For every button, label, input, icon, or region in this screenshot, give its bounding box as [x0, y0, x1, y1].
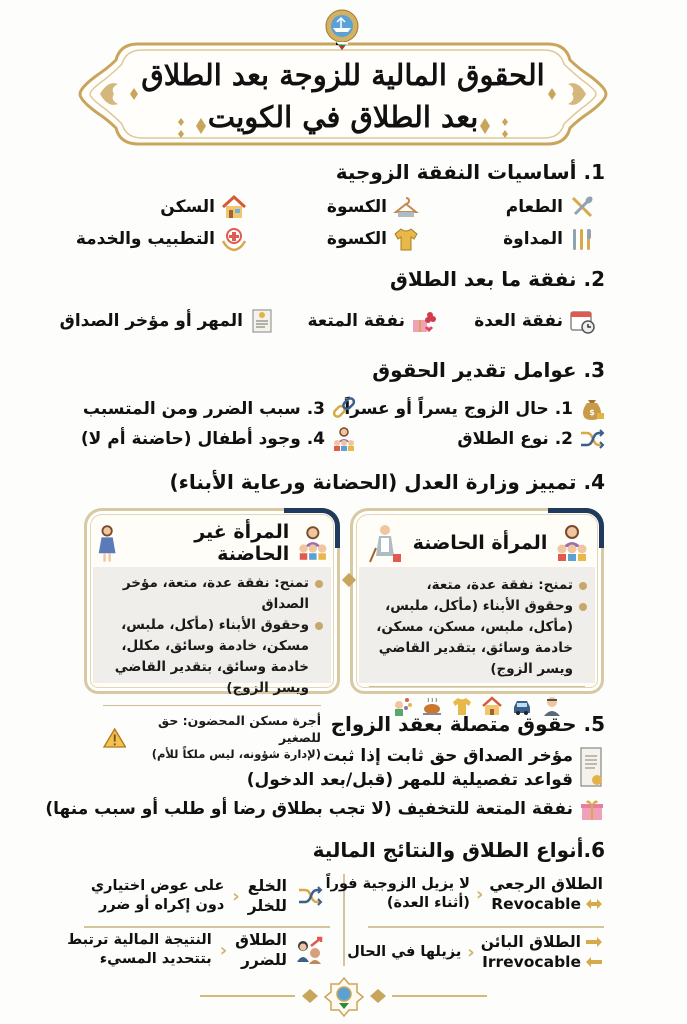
list-item: الطعام [506, 194, 595, 220]
list-item: الكسوة [327, 226, 419, 252]
list-item: السكن [160, 194, 247, 220]
housemaid-icon [365, 522, 405, 564]
medical-hands-icon [221, 226, 247, 252]
section-2-title: 2. نفقة ما بعد الطلاق [390, 267, 605, 291]
fork-spoon-icon [569, 194, 595, 220]
mother-children-icon [331, 426, 357, 452]
section-6-title: 6.أنواع الطلاق والنتائج المالية [312, 838, 605, 862]
calendar-clock-icon [569, 308, 595, 334]
list-item: نفقة العدة [474, 308, 595, 334]
svg-text:$: $ [589, 408, 595, 417]
list-item: قواعد تفصيلية للمهر (قبل/بعد الدخول) [246, 770, 573, 790]
house-icon [221, 194, 247, 220]
mother-children-icon [555, 523, 589, 563]
section-3-title: 3. عوامل تقدير الحقوق [372, 358, 605, 382]
cutlery-icon [569, 226, 595, 252]
list-item: المهر أو مؤخر الصداق [60, 308, 275, 334]
footer-ornament [0, 976, 687, 1024]
warning-icon [103, 726, 126, 750]
title-line-1: الحقوق المالية للزوجة بعد الطلاق [141, 58, 545, 92]
double-arrow-icon [585, 898, 603, 910]
header-banner [78, 8, 608, 146]
section-1-title: 1. أساسيات النفقة الزوجية [335, 160, 605, 184]
list-item: التطبيب والخدمة [76, 226, 247, 252]
shuffle-arrows-icon [579, 426, 605, 452]
list-item: 3. سبب الضرر ومن المتسبب [83, 396, 357, 422]
broken-chain-icon [331, 396, 357, 422]
section-5-title: 5. حقوق متصلة بعقد الزواج [330, 712, 605, 736]
list-item: المداوة [503, 226, 595, 252]
card-bullet: وحقوق الأبناء (مأكل، ملبس، مسكن، خادمة وسائق، مكلل، خادمة وسائق، بتقدير القاضي ويسر الزوج) [93, 615, 331, 699]
contract-scroll-icon [249, 308, 275, 334]
list-item: مؤخر الصداق حق ثابت إذا ثبت [323, 746, 573, 766]
card-bullet: تمنح: نفقة عدة، متعة، [359, 575, 595, 596]
tshirt-icon [393, 226, 419, 252]
list-item: $ 1. حال الزوج يسراً أو عسراً [344, 396, 605, 422]
list-item: 2. نوع الطلاق [457, 426, 605, 452]
khula-divorce-row: الخلع للخلر ‹ على عوض اختياري دون إكراه أو ضرر [91, 876, 325, 916]
list-item: نفقة المتعة [307, 308, 437, 334]
harm-divorce-row: الطلاق للضرر ‹ النتيجة المالية ترتبط بتتحديد المسيء [67, 930, 325, 970]
revocable-divorce-row: الطلاق الرجعي Revocable ‹ لا يزيل الزوجية فوراً (أثناء العدة) [325, 875, 603, 913]
non-custodial-woman-card [84, 508, 340, 761]
scroll-seal-icon [577, 746, 605, 790]
mother-children-icon [297, 523, 329, 563]
woman-icon [95, 522, 119, 564]
gift-flowers-icon [411, 308, 437, 334]
gift-icon [579, 796, 605, 822]
card-title: المرأة الحاضنة [412, 532, 548, 554]
conflict-people-icon [295, 936, 325, 964]
card-bullet: تمنح: نفقة عدة، متعة، مؤخر الصداق [93, 573, 331, 615]
money-bag-icon [579, 396, 605, 422]
shuffle-arrows-icon [295, 883, 325, 909]
list-item: 4. وجود أطفال (حاضنة أم لا) [81, 426, 357, 452]
arrow-left-icon [585, 956, 603, 968]
list-item: نفقة المتعة للتخفيف (لا تجب بطلاق رضا أو طلب أو سبب منها) [45, 796, 605, 822]
card-bullet: وحقوق الأبناء (مأكل، ملبس، (مأكل، ملبس، مسكن، مسكن، خادمة وسائق، بتقدير القاضي ويسر الزوج) [359, 596, 595, 680]
irrevocable-divorce-row: الطلاق البائن Irrevocable ‹ يزيلها في الحال [347, 932, 603, 972]
warning-note: أجرة مسكن المحضون: حق للصغير (لإدارة شؤونه، ليس ملكاً للأم) [93, 712, 331, 763]
card-title: المرأة غير الحاضنة [194, 521, 290, 565]
arrow-right-icon [585, 936, 603, 948]
section-4-title: 4. تمييز وزارة العدل (الحضانة ورعاية الأبناء) [169, 470, 605, 494]
list-item: الكسوة [327, 194, 419, 220]
custodial-woman-card [350, 508, 604, 694]
title-line-2: بعد الطلاق في الكويت [207, 100, 479, 134]
kuwait-emblem-icon [324, 8, 360, 52]
hanger-icon [393, 194, 419, 220]
